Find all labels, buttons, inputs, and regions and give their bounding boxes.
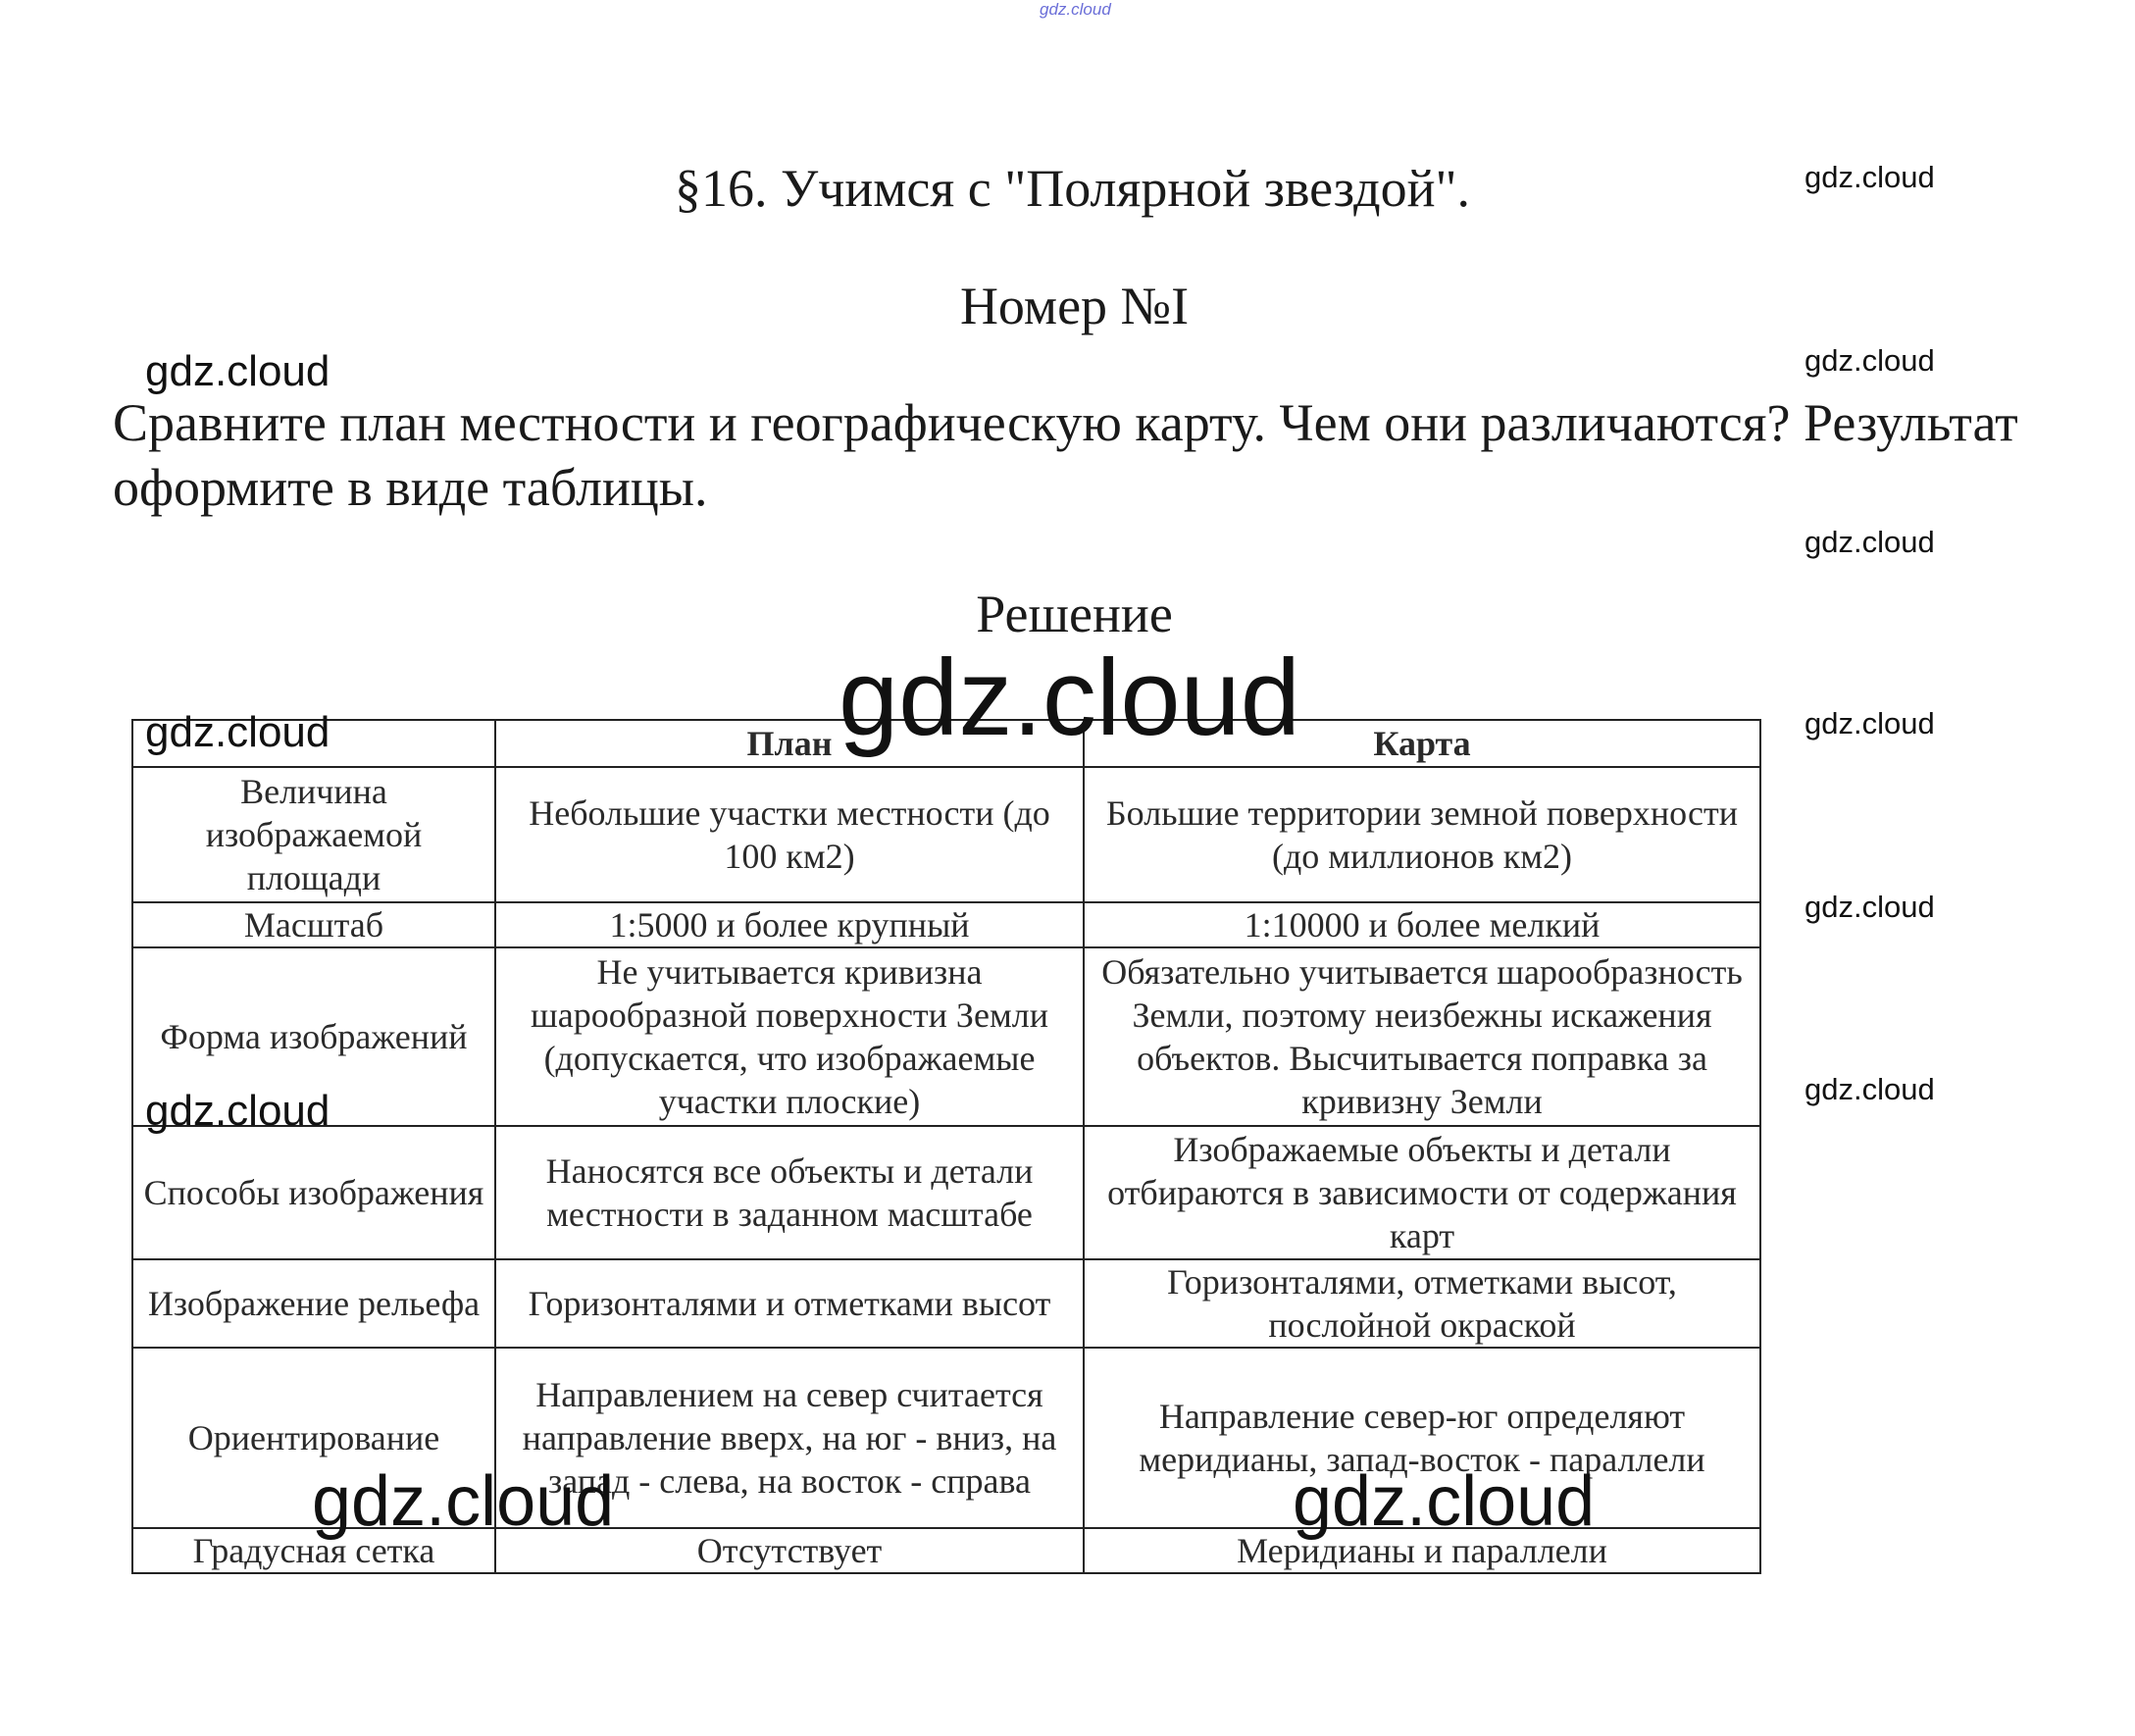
criterion-cell: Величина изображаемой площади: [132, 767, 495, 902]
map-cell: Меридианы и параллели: [1084, 1528, 1760, 1573]
table-row: [132, 1259, 1760, 1348]
criterion-cell: Масштаб: [132, 902, 495, 947]
map-cell: Горизонталями, отметками высот, послойной окраской: [1084, 1259, 1760, 1348]
watermark: gdz.cloud: [1805, 160, 1935, 194]
top-watermark: gdz.cloud: [1040, 0, 1111, 19]
criterion-cell: Ориентирование: [132, 1348, 495, 1528]
watermark: gdz.cloud: [312, 1462, 615, 1541]
header-map: Карта: [1084, 720, 1760, 767]
comparison-table: [131, 719, 1761, 1574]
criterion-cell: Способы изображения: [132, 1126, 495, 1259]
watermark: gdz.cloud: [1293, 1462, 1596, 1541]
watermark: gdz.cloud: [1805, 706, 1935, 740]
watermark: gdz.cloud: [145, 708, 330, 756]
watermark: gdz.cloud: [145, 1087, 330, 1135]
table-row: [132, 947, 1760, 1126]
task-text: Сравните план местности и географическую карту. Чем они различаются? Результат оформите в виде таблицы.: [113, 393, 2018, 517]
watermark: gdz.cloud: [1805, 343, 1935, 378]
plan-cell: Отсутствует: [495, 1528, 1084, 1573]
plan-cell: Направлением на север считается направление вверх, на юг - вниз, на запад - слева, на восток - справа: [495, 1348, 1084, 1528]
table-row: [132, 1126, 1760, 1259]
map-cell: Направление север-юг определяют меридианы, запад-восток - параллели: [1084, 1348, 1760, 1528]
watermark: gdz.cloud: [839, 638, 1300, 758]
plan-cell: Не учитывается кривизна шарообразной поверхности Земли (допускается, что изображаемые участки плоские): [495, 947, 1084, 1126]
watermark: gdz.cloud: [145, 347, 330, 395]
map-cell: Большие территории земной поверхности (до миллионов км2): [1084, 767, 1760, 902]
plan-cell: 1:5000 и более крупный: [495, 902, 1084, 947]
watermark: gdz.cloud: [1805, 1072, 1935, 1106]
map-cell: Изображаемые объекты и детали отбираются в зависимости от содержания карт: [1084, 1126, 1760, 1259]
watermark: gdz.cloud: [1805, 890, 1935, 924]
header-plan: План: [495, 720, 1084, 767]
criterion-cell: Градусная сетка: [132, 1528, 495, 1573]
plan-cell: Горизонталями и отметками высот: [495, 1259, 1084, 1348]
criterion-cell: Форма изображений: [132, 947, 495, 1126]
map-cell: 1:10000 и более мелкий: [1084, 902, 1760, 947]
plan-cell: Небольшие участки местности (до 100 км2): [495, 767, 1084, 902]
page-title: §16. Учимся с "Полярной звездой".: [674, 159, 1471, 218]
watermark: gdz.cloud: [1805, 525, 1935, 559]
plan-cell: Наносятся все объекты и детали местности в заданном масштабе: [495, 1126, 1084, 1259]
criterion-cell: Изображение рельефа: [132, 1259, 495, 1348]
solution-heading: Решение: [976, 585, 1173, 643]
task-number: Номер №I: [959, 277, 1190, 335]
table-row: [132, 767, 1760, 902]
table-row: [132, 902, 1760, 947]
map-cell: Обязательно учитывается шарообразность Земли, поэтому неизбежны искажения объектов. Высчитывается поправка за кривизну Земли: [1084, 947, 1760, 1126]
